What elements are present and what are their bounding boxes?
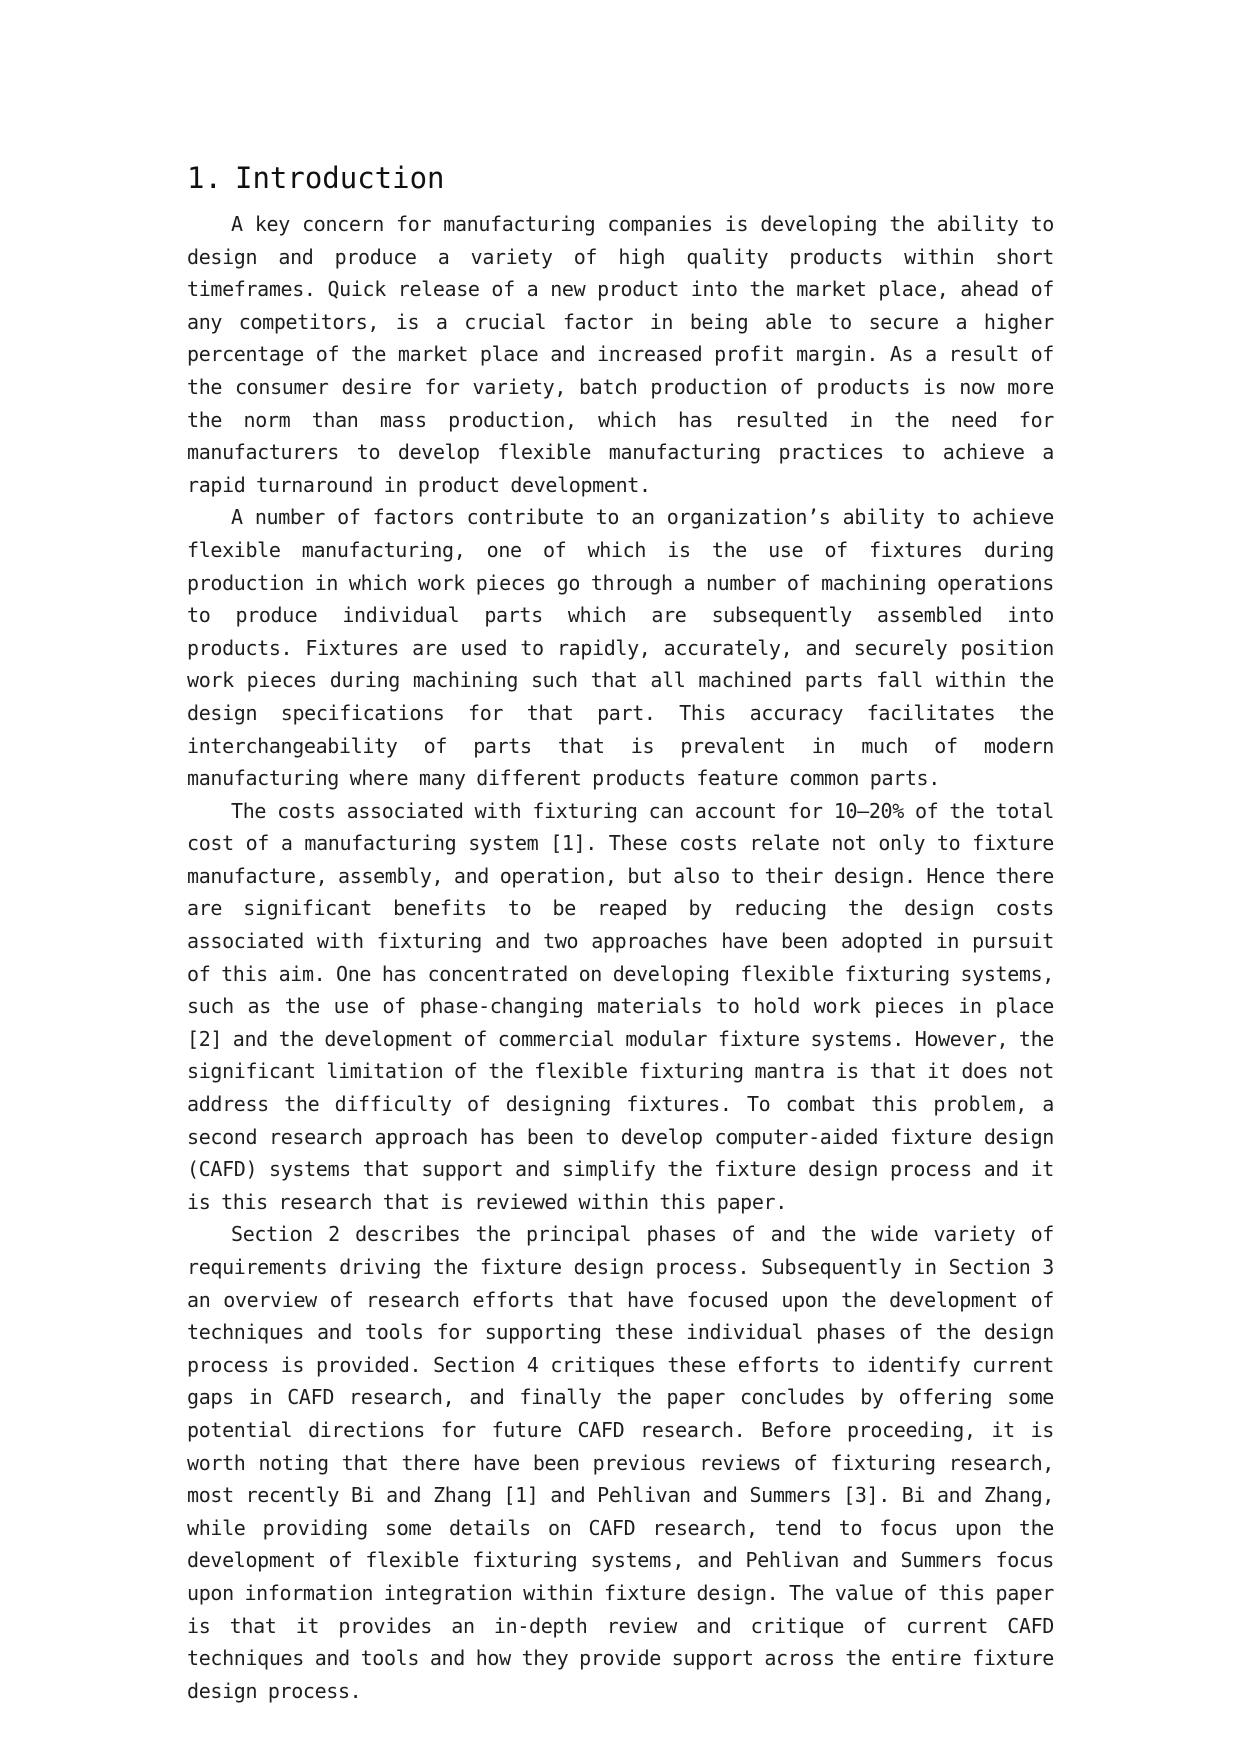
section-heading (187, 160, 1054, 196)
paragraph-2: A number of factors contribute to an organization’s ability to achieve flexible manufacturing, one of which is the use of fixtures during production in which work pieces go through a number of machining operations to produce individual parts which are subsequently assembled into products. Fixtures are used to rapidly, accurately, and securely position work pieces during machining such that all machined parts fall within the design specifications for that part. This accuracy facilitates the interchangeability of parts that is prevalent in much of modern manufacturing where many different products feature common parts. (187, 505, 1054, 791)
paragraph-1: A key concern for manufacturing companies is developing the ability to design and produce a variety of high quality products within short timeframes. Quick release of a new product into the market place, ahead of any competitors, is a crucial factor in being able to secure a higher percentage of the market place and increased profit margin. As a result of the consumer desire for variety, batch production of products is now more the norm than mass production, which has resulted in the need for manufacturers to develop flexible manufacturing practices to achieve a rapid turnaround in product development. (187, 212, 1054, 497)
paragraph-4: Section 2 describes the principal phases of and the wide variety of requirements driving the fixture design process. Subsequently in Section 3 an overview of research efforts that have focused upon the development of techniques and tools for supporting these individual phases of the design process is provided. Section 4 critiques these efforts to identify current gaps in CAFD research, and finally the paper concludes by offering some potential directions for future CAFD research. Before proceeding, it is worth noting that there have been previous reviews of fixturing research, most recently Bi and Zhang [1] and Pehlivan and Summers [3]. Bi and Zhang, while providing some details on CAFD research, tend to focus upon the development of flexible fixturing systems, and Pehlivan and Summers focus upon information integration within fixture design. The value of this paper is that it provides an in-depth review and critique of current CAFD techniques and tools and how they provide support across the entire fixture design process. (187, 1222, 1054, 1703)
section-title: Introduction (235, 161, 445, 195)
paragraph-3: The costs associated with fixturing can account for 10–20% of the total cost of a manufacturing system [1]. These costs relate not only to fixture manufacture, assembly, and operation, but also to their design. Hence there are significant benefits to be reaped by reducing the design costs associated with fixturing and two approaches have been adopted in pursuit of this aim. One has concentrated on developing flexible fixturing systems, such as the use of phase-changing materials to hold work pieces in place [2] and the development of commercial modular fixture systems. However, the significant limitation of the flexible fixturing mantra is that it does not address the difficulty of designing fixtures. To combat this problem, a second research approach has been to develop computer-aided fixture design (CAFD) systems that support and simplify the fixture design process and it is this research that is reviewed within this paper. (187, 798, 1054, 1214)
document-page (187, 160, 1054, 1707)
section-number: 1. (187, 161, 222, 195)
